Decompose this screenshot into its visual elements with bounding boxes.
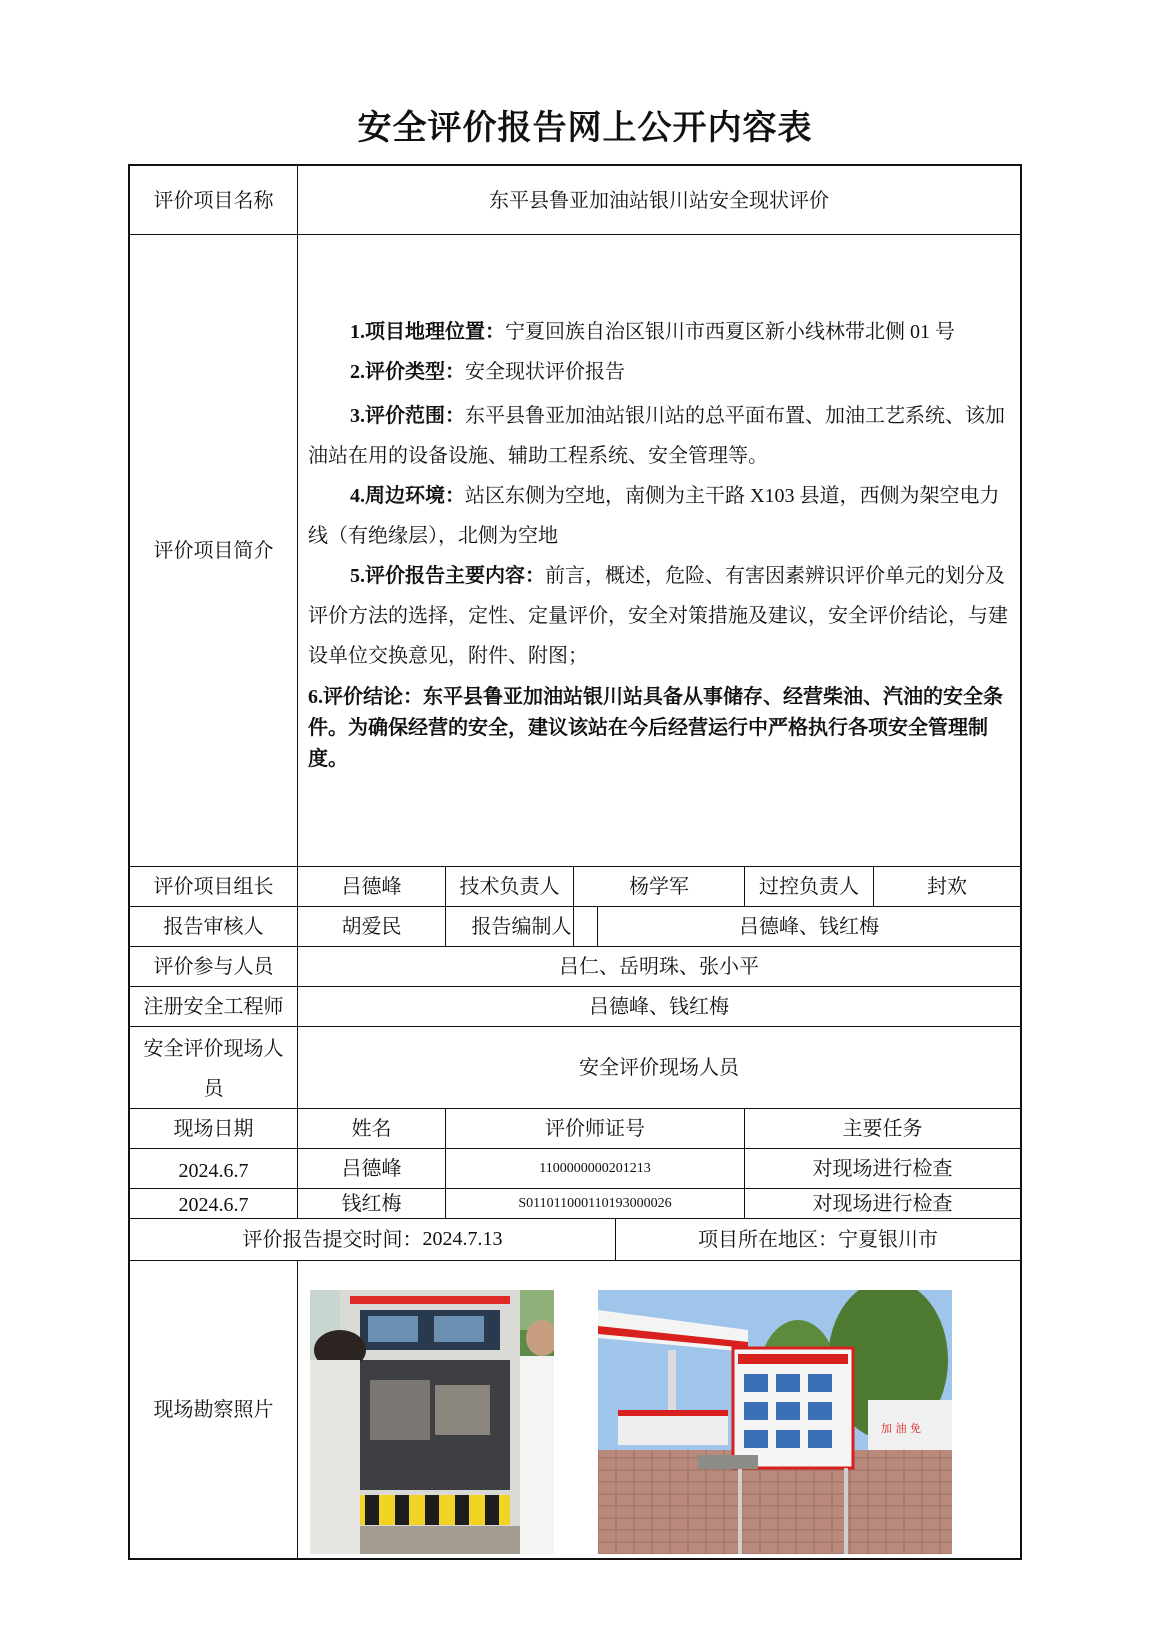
document-title: 安全评价报告网上公开内容表 bbox=[357, 108, 813, 148]
process-lead-value: 封欢 bbox=[927, 874, 967, 898]
editor-value: 吕德峰、钱红梅 bbox=[739, 914, 879, 938]
region-label: 项目所在地区： bbox=[698, 1227, 838, 1251]
project-name-label: 评价项目名称 bbox=[153, 187, 274, 212]
site-staff-value: 安全评价现场人员 bbox=[579, 1055, 739, 1079]
reviewer-label: 报告审核人 bbox=[163, 914, 264, 938]
process-lead-label: 过控负责人 bbox=[759, 874, 859, 898]
summary-conclusion: 6.评价结论：东平县鲁亚加油站银川站具备从事储存、经营柴油、汽油的安全条件。为确保经营的安全，建议该站在今后经营运行中严格执行各项安全管理制度。 bbox=[308, 686, 1003, 770]
participants-label: 评价参与人员 bbox=[153, 954, 274, 978]
summary-item-contents: 5.评价报告主要内容：前言，概述，危险、有害因素辨识评价单元的划分及评价方法的选择，定性、定量评价，安全对策措施及建议，安全评价结论，与建设单位交换意见，附件、附图； bbox=[308, 565, 1008, 667]
site-row-2-name: 钱红梅 bbox=[341, 1191, 402, 1215]
summary-item-environment: 4.周边环境：站区东侧为空地，南侧为主干路 X103 县道，西侧为架空电力线（有绝缘层），北侧为空地 bbox=[308, 485, 1000, 547]
engineers-value: 吕德峰、钱红梅 bbox=[589, 994, 729, 1018]
site-row-2-date: 2024.6.7 bbox=[178, 1194, 249, 1216]
dispenser-inspection-photo bbox=[310, 1290, 554, 1554]
tech-lead-value: 杨学军 bbox=[629, 874, 689, 898]
participants-value: 吕仁、岳明珠、张小平 bbox=[559, 954, 759, 978]
summary-item-scope: 3.评价范围：东平县鲁亚加油站银川站的总平面布置、加油工艺系统、该加油站在用的设备设施、辅助工程系统、安全管理等。 bbox=[308, 405, 1005, 467]
canopy-photo-drawing bbox=[598, 1290, 952, 1554]
submission-time bbox=[130, 1219, 615, 1260]
submission-time-label: 评价报告提交时间： bbox=[242, 1227, 423, 1251]
leader-label: 评价项目组长 bbox=[153, 874, 274, 898]
project-region bbox=[616, 1219, 1020, 1260]
project-summary bbox=[308, 312, 1014, 775]
site-row-1-name: 吕德峰 bbox=[341, 1156, 402, 1180]
station-sign-text: 加 油 免 bbox=[881, 1422, 921, 1435]
summary-item-location: 1.项目地理位置：宁夏回族自治区银川市西夏区新小线林带北侧 01 号 bbox=[350, 321, 955, 343]
project-name-value: 东平县鲁亚加油站银川站安全现状评价 bbox=[489, 187, 829, 212]
site-row-2-task: 对现场进行检查 bbox=[812, 1191, 953, 1215]
site-row-2-cert: S011011000110193000026 bbox=[518, 1195, 672, 1211]
site-staff-label: 安全评价现场人员 bbox=[143, 1035, 284, 1100]
site-row-1-cert: 1100000000201213 bbox=[539, 1160, 651, 1176]
reviewer-value: 胡爱民 bbox=[341, 914, 402, 938]
region-value: 宁夏银川市 bbox=[838, 1227, 938, 1251]
station-canopy-photo bbox=[598, 1290, 952, 1554]
submission-time-value: 2024.7.13 bbox=[422, 1228, 503, 1250]
site-header-task: 主要任务 bbox=[842, 1116, 923, 1140]
editor-label: 报告编制人 bbox=[471, 914, 572, 938]
site-header-date: 现场日期 bbox=[173, 1116, 254, 1140]
summary-item-type: 2.评价类型：安全现状评价报告 bbox=[350, 361, 625, 383]
site-header-cert: 评价师证号 bbox=[545, 1116, 645, 1140]
site-row-1-date: 2024.6.7 bbox=[178, 1160, 249, 1182]
tech-lead-label: 技术负责人 bbox=[459, 874, 560, 898]
site-row-1-task: 对现场进行检查 bbox=[812, 1156, 953, 1180]
leader-value: 吕德峰 bbox=[341, 874, 402, 898]
dispenser-photo-drawing bbox=[310, 1290, 554, 1554]
site-header-name: 姓名 bbox=[351, 1116, 392, 1140]
summary-label: 评价项目简介 bbox=[153, 538, 274, 562]
photos-label: 现场勘察照片 bbox=[153, 1397, 274, 1421]
engineers-label: 注册安全工程师 bbox=[143, 994, 284, 1018]
